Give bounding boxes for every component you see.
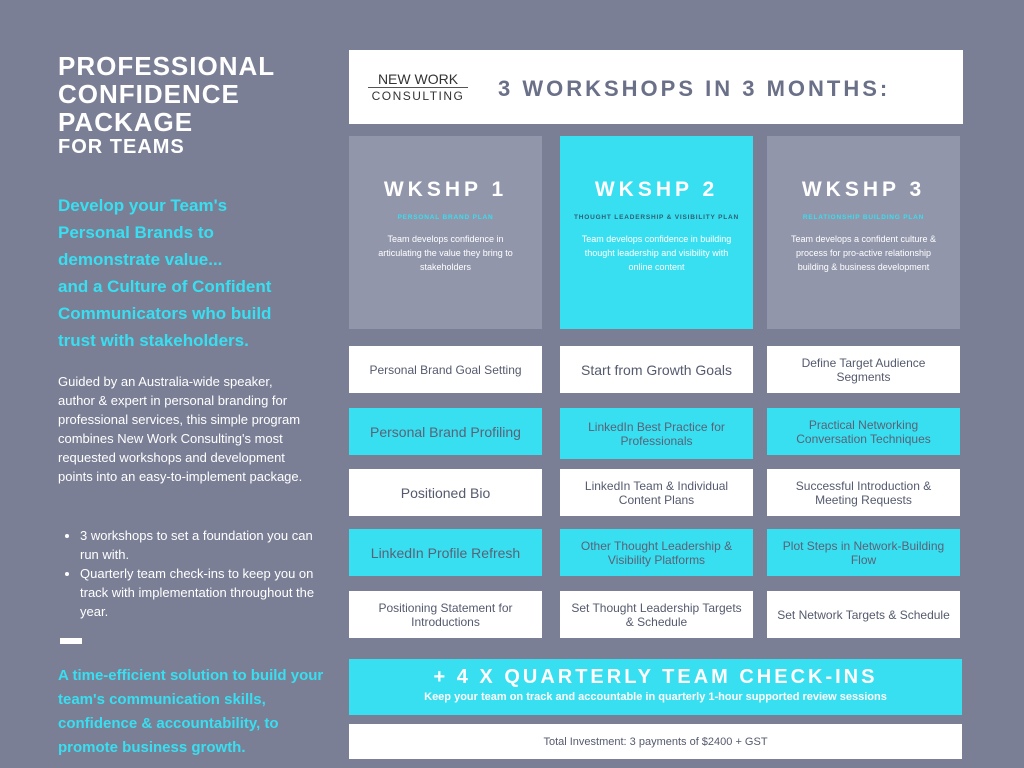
workshop-item: Set Network Targets & Schedule xyxy=(767,591,960,638)
workshop-title: WKSHP 1 xyxy=(383,178,508,201)
checkins-banner xyxy=(349,659,962,715)
workshop-item: Start from Growth Goals xyxy=(560,346,753,393)
workshop-item: Practical Networking Conversation Techniques xyxy=(767,408,960,455)
workshop-item: Other Thought Leadership & Visibility Platforms xyxy=(560,529,753,576)
workshop-item: Set Thought Leadership Targets & Schedule xyxy=(560,591,753,638)
workshop-subtitle: PERSONAL BRAND PLAN xyxy=(397,214,494,221)
workshop-card-1 xyxy=(349,136,542,329)
bullet-item: • Quarterly team check-ins to keep you on track with implementation throughout the year. xyxy=(80,564,330,621)
workshop-item: Define Target Audience Segments xyxy=(767,346,960,393)
workshop-subtitle: RELATIONSHIP BUILDING PLAN xyxy=(802,214,925,221)
workshop-item: Successful Introduction & Meeting Requests xyxy=(767,469,960,516)
workshop-item: Personal Brand Profiling xyxy=(349,408,542,455)
checkins-title: + 4 X QUARTERLY TEAM CHECK-INS xyxy=(433,666,878,688)
workshop-item: LinkedIn Best Practice for Professionals xyxy=(560,408,753,459)
workshop-card-3 xyxy=(767,136,960,329)
workshop-item: Positioning Statement for Introductions xyxy=(349,591,542,638)
closing-text: A time-efficient solution to build your team's communication skills, confidence & accountability, to promote business growth. xyxy=(58,667,324,756)
workshop-description: Team develops confidence in building thought leadership and visibility with online content xyxy=(581,234,732,272)
workshop-subtitle: THOUGHT LEADERSHIP & VISIBILITY PLAN xyxy=(573,214,740,221)
header-title: 3 WORKSHOPS IN 3 MONTHS: xyxy=(498,76,891,101)
company-logo xyxy=(368,72,468,103)
workshop-item: Personal Brand Goal Setting xyxy=(349,346,542,393)
workshop-item: LinkedIn Profile Refresh xyxy=(349,529,542,576)
workshop-description: Team develops confidence in articulating the value they bring to stakeholders xyxy=(378,234,513,272)
bullet-list xyxy=(58,526,330,621)
intro-text: Develop your Team's Personal Brands to demonstrate value... and a Culture of Confident Communicators who build trust with stakeholders. xyxy=(58,196,272,350)
body-text: Guided by an Australia-wide speaker, author & expert in personal branding for professional services, this simple program combines New Work Consulting's most requested workshops and development points into an easy-to-implement package. xyxy=(58,374,303,484)
logo-line-1: NEW WORK xyxy=(377,71,459,87)
workshop-item: LinkedIn Team & Individual Content Plans xyxy=(560,469,753,516)
workshop-description: Team develops a confident culture & process for pro-active relationship building & business development xyxy=(790,234,937,272)
workshop-title: WKSHP 3 xyxy=(801,178,926,201)
page-subtitle: FOR TEAMS xyxy=(58,136,185,158)
workshop-item: Plot Steps in Network-Building Flow xyxy=(767,529,960,576)
checkins-subtitle: Keep your team on track and accountable in quarterly 1-hour supported review sessions xyxy=(424,691,887,703)
workshop-item: Positioned Bio xyxy=(349,469,542,516)
workshop-title: WKSHP 2 xyxy=(594,178,719,201)
bullet-item: • 3 workshops to set a foundation you can run with. xyxy=(80,526,330,564)
workshop-card-2 xyxy=(560,136,753,329)
page-title: PROFESSIONAL CONFIDENCE PACKAGE xyxy=(58,51,276,137)
investment-text: Total Investment: 3 payments of $2400 + GST xyxy=(349,724,962,759)
logo-line-2: CONSULTING xyxy=(368,87,468,103)
divider xyxy=(60,638,82,644)
